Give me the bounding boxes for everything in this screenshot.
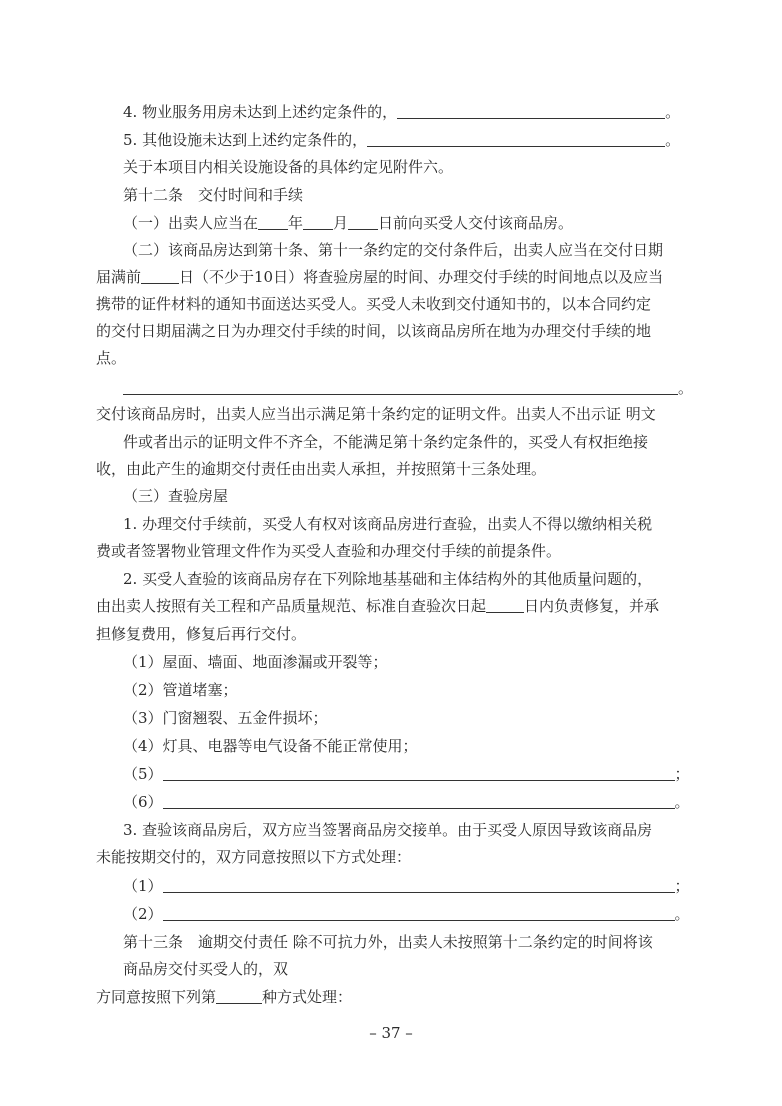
defect-item-5: （5） ； [123,765,690,783]
delivery-proof-line-1: 交付该商品房时，出卖人应当出示满足第十条约定的证明文件。出卖人不出示证 明文 [96,405,656,423]
inspection-item-3-line-1: 3. 查验该商品房后，双方应当签署商品房交接单。由于买受人原因导致该商品房 [123,821,653,839]
article-13-line-3: 方同意按照下列第 种方式处理： [96,988,353,1006]
inspection-item-3-line-2: 未能按期交付的，双方同意按照以下方式处理： [96,848,412,866]
section-3-title: （三）查验房屋 [123,487,229,505]
inspection-item-1-line-2: 费或者签署物业管理文件作为买受人查验和办理交付手续的前提条件。 [96,542,562,560]
item-4-label: 4. 物业服务用房未达到上述约定条件的， [123,103,398,121]
defect-item-1: （1）屋面、墙面、地面渗漏或开裂等； [123,653,388,671]
article-12-title: 第十二条 交付时间和手续 [123,186,304,204]
inspection-item-1-line-1: 1. 办理交付手续前，买受人有权对该商品房进行查验，出卖人不得以缴纳相关税 [123,515,653,533]
handling-2-blank[interactable] [163,904,675,921]
delivery-proof-line-2: 件或者出示的证明文件不齐全，不能满足第十条约定条件的，买受人有权拒绝接 [123,433,649,451]
inspection-item-2-line-3: 担修复费用，修复后再行交付。 [96,625,307,643]
notice-days-blank[interactable] [141,267,179,284]
item-4-line: 4. 物业服务用房未达到上述约定条件的， 。 [123,103,681,121]
clause-2-line-5: 点。 [96,349,127,367]
extra-terms-line: 。 [123,378,693,398]
defect-6-blank[interactable] [163,792,675,809]
month-blank[interactable] [303,213,333,230]
delivery-proof-line-3: 收，由此产生的逾期交付责任由出卖人承担，并按照第十三条处理。 [96,460,547,478]
method-choice-blank[interactable] [216,987,262,1004]
extra-terms-blank[interactable] [123,378,678,395]
day-blank[interactable] [348,213,378,230]
item-4-blank[interactable] [397,102,665,119]
defect-item-3: （3）门窗翘裂、五金件损坏； [123,709,328,727]
defect-5-blank[interactable] [163,764,675,781]
handling-option-1: （1） ； [123,877,690,895]
inspection-item-2-line-2: 由出卖人按照有关工程和产品质量规范、标准自查验次日起 日内负责修复，并承 [96,597,660,615]
defect-item-6: （6） 。 [123,793,690,811]
page-number: – 37 – [369,1024,413,1042]
article-13-line-2: 商品房交付买受人的，双 [123,960,289,978]
item-5-label: 5. 其他设施未达到上述约定条件的， [123,131,368,149]
repair-days-blank[interactable] [486,596,524,613]
defect-item-2: （2）管道堵塞； [123,681,238,699]
clause-2-line-2: 届满前 日（不少于10日）将查验房屋的时间、办理交付手续的时间地点以及应当 [96,268,664,286]
clause-1-line: （一）出卖人应当在 年 月 日前向买受人交付该商品房。 [123,214,574,232]
clause-2-line-1: （二）该商品房达到第十条、第十一条约定的交付条件后，出卖人应当在交付日期 [123,241,664,259]
clause-2-line-3: 携带的证件材料的通知书面送达买受人。买受人未收到交付通知书的，以本合同约定 [96,295,652,313]
handling-option-2: （2） 。 [123,905,690,923]
inspection-item-2-line-1: 2. 买受人查验的该商品房存在下列除地基基础和主体结构外的其他质量问题的， [123,570,653,588]
item-5-line: 5. 其他设施未达到上述约定条件的， 。 [123,131,681,149]
clause-2-line-4: 的交付日期届满之日为办理交付手续的时间，以该商品房所在地为办理交付手续的地 [96,322,652,340]
item-5-blank[interactable] [367,130,665,147]
facilities-note: 关于本项目内相关设施设备的具体约定见附件六。 [123,158,454,176]
defect-item-4: （4）灯具、电器等电气设备不能正常使用； [123,737,418,755]
handling-1-blank[interactable] [163,876,675,893]
article-13-line-1: 第十三条 逾期交付责任 除不可抗力外，出卖人未按照第十二条约定的时间将该 [123,933,653,951]
year-blank[interactable] [258,213,288,230]
